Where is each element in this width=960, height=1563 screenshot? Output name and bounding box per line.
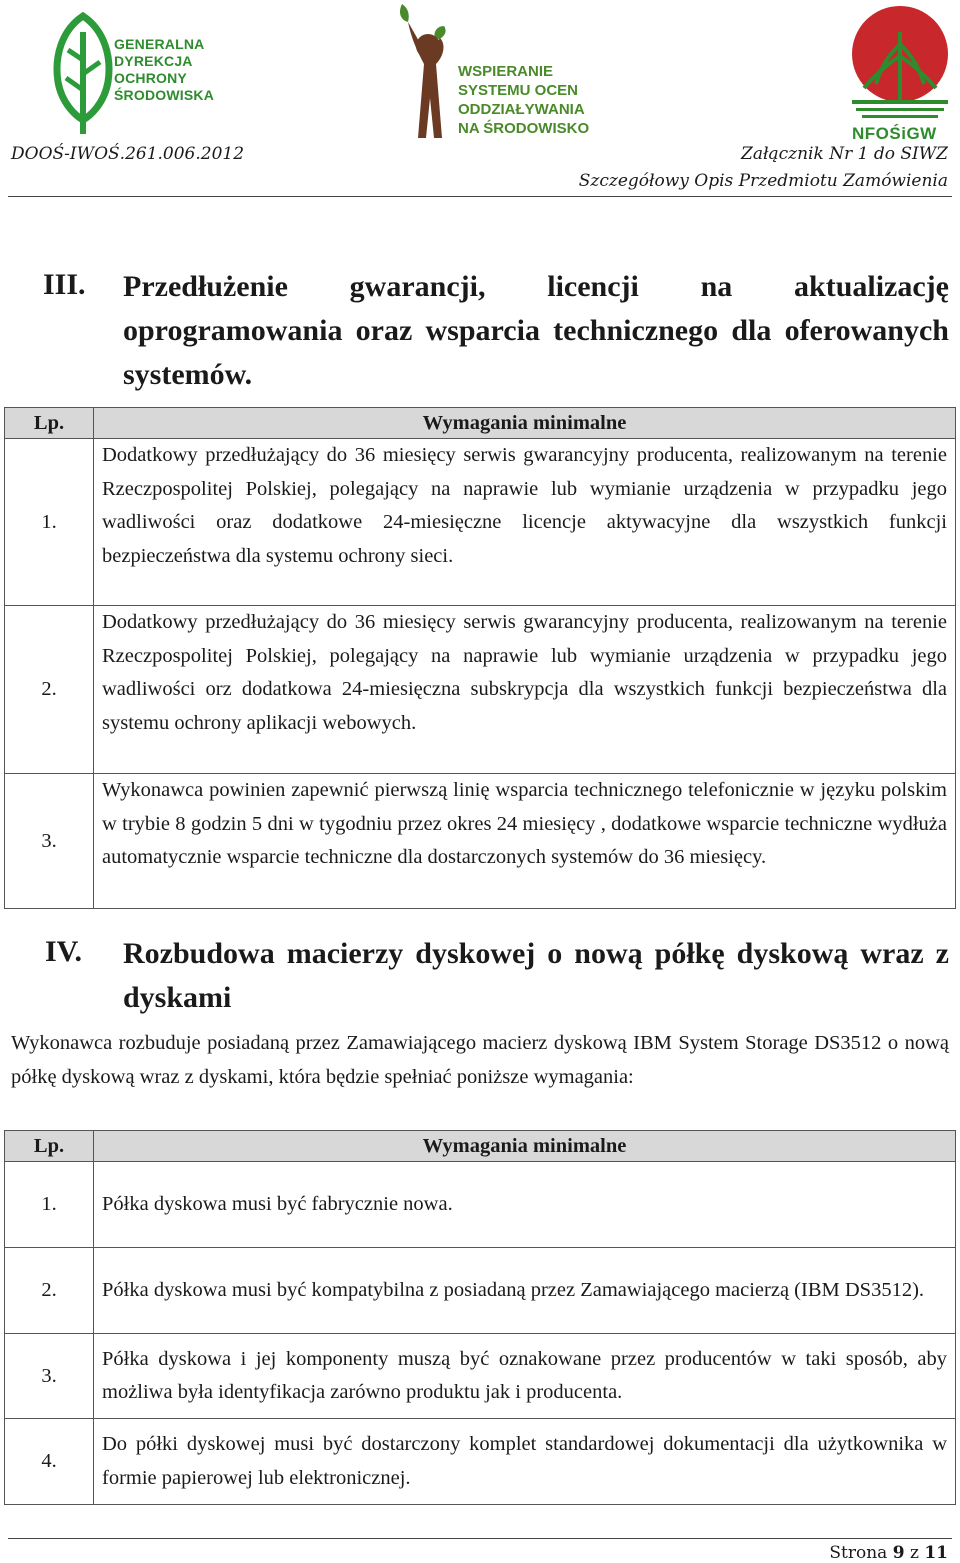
- document-subtitle: Szczegółowy Opis Przedmiotu Zamówienia: [578, 171, 948, 191]
- section-3-table: [4, 407, 956, 909]
- row-text: Dodatkowy przedłużający do 36 miesięcy serwis gwarancyjny producenta, realizowanym na terenie Rzeczpospolitej Polskiej, polegający na naprawie lub wymianie urządzenia w przypadku jego wadliwości orz dodatkowa 24-miesięczna subskrypcja dla wszystkich funkcji bezpieczeństwa dla systemu ochrony aplikacji webowych.: [94, 606, 956, 774]
- row-text: Półka dyskowa musi być fabrycznie nowa.: [94, 1162, 956, 1248]
- table-row: [5, 439, 956, 606]
- section-4-intro: Wykonawca rozbuduje posiadaną przez Zamawiającego macierz dyskową IBM System Storage DS3512 o nową półkę dyskową wraz z dyskami, która będzie spełniać poniższe wymagania:: [11, 1032, 949, 1088]
- table-row: [5, 1162, 956, 1248]
- column-header-requirements: Wymagania minimalne: [94, 1131, 956, 1162]
- row-number: 1.: [5, 1162, 94, 1248]
- row-number: 2.: [5, 1248, 94, 1334]
- row-text: Półka dyskowa musi być kompatybilna z posiadaną przez Zamawiającego macierzą (IBM DS3512).: [94, 1248, 956, 1334]
- table-header-row: [5, 1131, 956, 1162]
- section-3-title: Przedłużenie gwarancji, licencji na aktualizację oprogramowania oraz wsparcia technicznego dla oferowanych systemów.: [123, 270, 949, 391]
- section-3-number: III.: [43, 268, 86, 301]
- tree-figure-icon: [394, 2, 458, 142]
- row-text: Wykonawca powinien zapewnić pierwszą linię wsparcia technicznego telefonicznie w języku polskim w trybie 8 godzin 5 dni w tygodniu przez okres 24 miesięcy , dodatkowe wsparcie techniczne wydłuża automatycznie wsparcie techniczne dla dostarczonych systemów do 36 miesięcy.: [94, 774, 956, 909]
- nfos-logo: [850, 4, 950, 122]
- header-divider: [8, 196, 952, 197]
- table-row: [5, 1334, 956, 1419]
- column-header-requirements: Wymagania minimalne: [94, 408, 956, 439]
- row-number: 4.: [5, 1419, 94, 1505]
- row-number: 3.: [5, 1334, 94, 1419]
- attachment-label: Załącznik Nr 1 do SIWZ: [741, 144, 948, 164]
- current-page: 9: [892, 1543, 905, 1563]
- page-prefix: Strona: [829, 1543, 888, 1563]
- row-number: 3.: [5, 774, 94, 909]
- column-header-lp: Lp.: [5, 408, 94, 439]
- row-text: Dodatkowy przedłużający do 36 miesięcy serwis gwarancyjny producenta, realizowanym na terenie Rzeczpospolitej Polskiej, polegający na naprawie lub wymianie urządzenia w przypadku jego wadliwości oraz dodatkowe 24-miesięczne licencje aktywacyjne dla wszystkich funkcji bezpieczeństwa dla systemu ochrony sieci.: [94, 439, 956, 606]
- leaf-icon: [52, 12, 114, 134]
- section-4-number: IV.: [45, 935, 82, 968]
- table-row: [5, 774, 956, 909]
- footer-divider: [8, 1538, 952, 1539]
- table-row: [5, 1248, 956, 1334]
- row-text: Półka dyskowa i jej komponenty muszą być oznakowane przez producentów w taki sposób, aby możliwa była identyfikacja zarówno produktu jak i producenta.: [94, 1334, 956, 1419]
- table-row: [5, 1419, 956, 1505]
- woos-logo-text: WSPIERANIE SYSTEMU OCEN ODDZIAŁYWANIA NA ŚRODOWISKO: [458, 63, 590, 137]
- row-number: 1.: [5, 439, 94, 606]
- table-row: [5, 606, 956, 774]
- table-header-row: [5, 408, 956, 439]
- gdos-logo: [52, 12, 114, 134]
- row-text: Do półki dyskowej musi być dostarczony komplet standardowej dokumentacji dla użytkownika w formie papierowej lub elektronicznej.: [94, 1419, 956, 1505]
- total-pages: 11: [924, 1543, 948, 1563]
- nfos-logo-text: NFOŚiGW: [852, 124, 937, 143]
- section-4-title: Rozbudowa macierzy dyskowej o nową półkę dyskową wraz z dyskami: [123, 937, 949, 1014]
- document-reference: DOOŚ-IWOŚ.261.006.2012: [11, 144, 245, 164]
- section-4-table: [4, 1130, 956, 1505]
- row-number: 2.: [5, 606, 94, 774]
- woos-logo: [394, 2, 458, 142]
- nfos-emblem-icon: [850, 4, 950, 122]
- page-separator: z: [909, 1543, 919, 1563]
- column-header-lp: Lp.: [5, 1131, 94, 1162]
- gdos-logo-text: GENERALNA DYREKCJA OCHRONY ŚRODOWISKA: [114, 36, 214, 103]
- page-number: [829, 1543, 948, 1563]
